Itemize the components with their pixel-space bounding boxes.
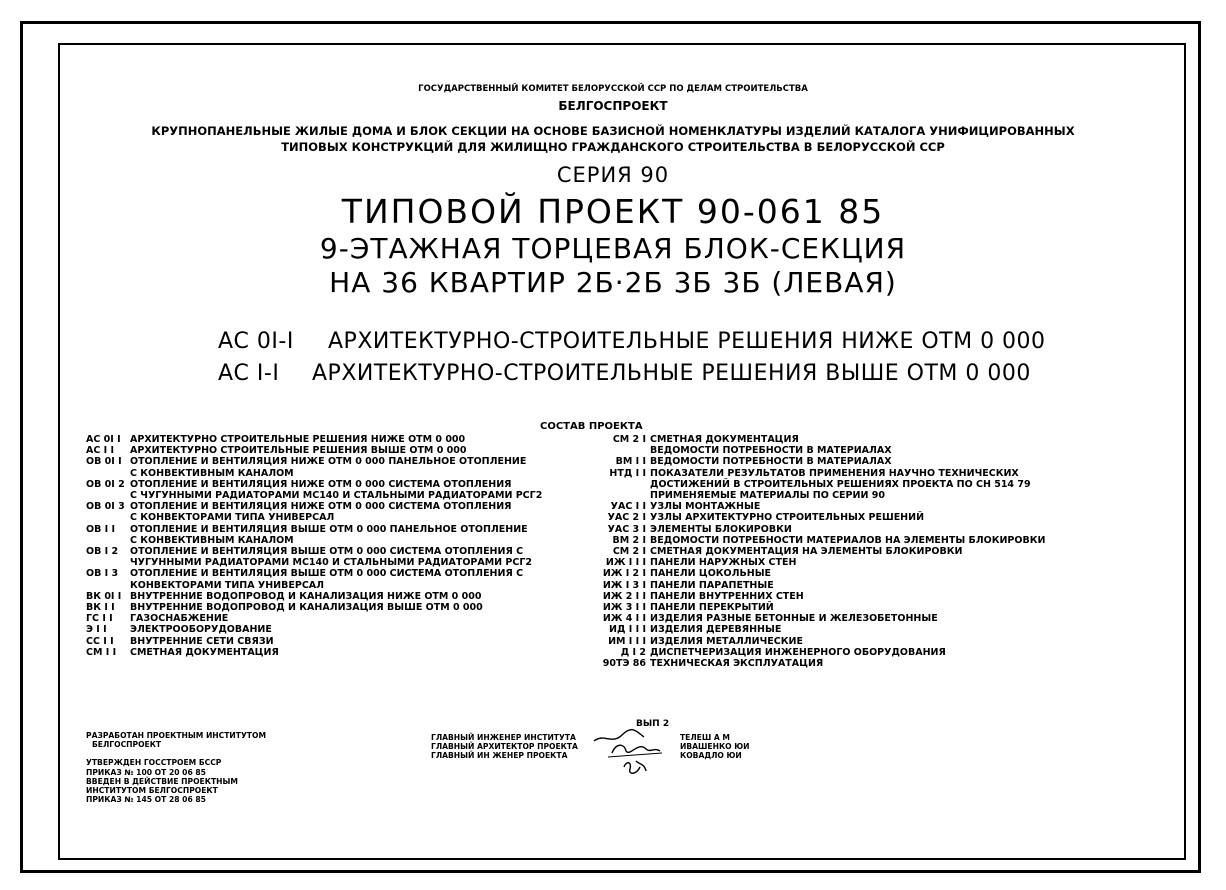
composition-text: ПАНЕЛИ НАРУЖНЫХ СТЕН — [650, 557, 797, 569]
composition-item — [86, 434, 626, 445]
signature-name: ИВАШЕНКО ЮИ — [680, 742, 750, 752]
composition-item — [86, 535, 626, 546]
composition-code: ОВ 0І І — [86, 456, 122, 468]
composition-text: СМЕТНАЯ ДОКУМЕНТАЦИЯ — [130, 646, 279, 658]
composition-code: СМ 2 І — [612, 546, 646, 558]
composition-text: ОТОПЛЕНИЕ И ВЕНТИЛЯЦИЯ ВЫШЕ ОТМ 0 000 СИСТЕМА ОТОПЛЕНИЯ С — [130, 568, 524, 580]
approved-line-1: УТВЕРЖДЕН ГОССТРОЕМ БССР — [86, 758, 222, 768]
description-line-1: КРУПНОПАНЕЛЬНЫЕ ЖИЛЫЕ ДОМА И БЛОК СЕКЦИИ НА ОСНОВЕ БАЗИСНОЙ НОМЕНКЛАТУРЫ ИЗДЕЛИЙ КАТАЛОГА УНИФИЦИРОВАННЫХ — [151, 124, 1075, 138]
composition-item — [86, 512, 626, 523]
composition-item — [576, 546, 1156, 557]
composition-item — [86, 501, 626, 512]
composition-item — [86, 624, 626, 635]
composition-item — [86, 490, 626, 501]
composition-text: ОТОПЛЕНИЕ И ВЕНТИЛЯЦИЯ НИЖЕ ОТМ 0 000 СИСТЕМА ОТОПЛЕНИЯ — [130, 478, 512, 490]
composition-item — [86, 568, 626, 579]
composition-text: ТЕХНИЧЕСКАЯ ЭКСПЛУАТАЦИЯ — [650, 658, 824, 670]
composition-code: ГС І І — [86, 613, 113, 625]
composition-item — [576, 535, 1156, 546]
composition-code: ОВ І 2 — [86, 546, 119, 558]
composition-text: ПАНЕЛИ ВНУТРЕННИХ СТЕН — [650, 590, 804, 602]
enacted-line-2: ИНСТИТУТОМ БЕЛГОСПРОЕКТ — [86, 786, 218, 796]
composition-text: ВЕДОМОСТИ ПОТРЕБНОСТИ В МАТЕРИАЛАХ — [650, 445, 892, 457]
composition-code: ОВ І 3 — [86, 568, 119, 580]
composition-text: ПРИМЕНЯЕМЫЕ МАТЕРИАЛЫ ПО СЕРИИ 90 — [650, 490, 885, 502]
composition-item — [576, 501, 1156, 512]
composition-item — [576, 647, 1156, 658]
composition-item — [576, 636, 1156, 647]
composition-text: ОТОПЛЕНИЕ И ВЕНТИЛЯЦИЯ НИЖЕ ОТМ 0 000 СИСТЕМА ОТОПЛЕНИЯ — [130, 501, 512, 513]
section-code: АС І-І — [218, 361, 280, 386]
composition-item — [86, 546, 626, 557]
composition-code: ИЖ І 2 І — [602, 568, 646, 580]
composition-text: ВНУТРЕННИЕ СЕТИ СВЯЗИ — [130, 635, 274, 647]
composition-code: ОВ 0І 2 — [86, 478, 125, 490]
composition-text: ЭЛЕМЕНТЫ БЛОКИРОВКИ — [650, 523, 792, 535]
signature-name: КОВАДЛО ЮИ — [680, 751, 742, 761]
composition-item — [86, 613, 626, 624]
composition-code: Д І 2 — [620, 646, 646, 658]
composition-text: С КОНВЕКТОРАМИ ТИПА УНИВЕРСАЛ — [130, 512, 335, 524]
composition-text: СМЕТНАЯ ДОКУМЕНТАЦИЯ НА ЭЛЕМЕНТЫ БЛОКИРОВКИ — [650, 546, 963, 558]
subtitle-line-1: 9-ЭТАЖНАЯ ТОРЦЕВАЯ БЛОК-СЕКЦИЯ — [319, 232, 907, 265]
composition-text: С ЧУГУННЫМИ РАДИАТОРАМИ МС140 И СТАЛЬНЫМИ РАДИАТОРАМИ РСГ2 — [130, 490, 543, 502]
composition-code: УАС 2 І — [607, 512, 646, 524]
composition-title: СОСТАВ ПРОЕКТА — [540, 421, 643, 432]
composition-text: ПАНЕЛИ ЦОКОЛЬНЫЕ — [650, 568, 772, 580]
composition-item — [86, 468, 626, 479]
composition-text: ДОСТИЖЕНИЙ В СТРОИТЕЛЬНЫХ РЕШЕНИЯХ ПРОЕКТА ПО СН 514 79 — [650, 478, 1031, 490]
composition-item — [86, 524, 626, 535]
signature-role: ГЛАВНЫЙ АРХИТЕКТОР ПРОЕКТА — [431, 742, 578, 752]
composition-item — [576, 658, 1156, 669]
composition-code: СС І І — [86, 635, 114, 647]
composition-code: ИЖ 3 І І — [602, 602, 646, 614]
series-title: СЕРИЯ 90 — [556, 163, 670, 187]
composition-code: ВК 0І І — [86, 590, 122, 602]
composition-text: ДИСПЕТЧЕРИЗАЦИЯ ИНЖЕНЕРНОГО ОБОРУДОВАНИЯ — [650, 646, 946, 658]
composition-code: ИД І І І — [609, 624, 646, 636]
composition-text: С КОНВЕКТИВНЫМ КАНАЛОМ — [130, 467, 294, 479]
composition-item — [86, 647, 626, 658]
composition-item — [576, 524, 1156, 535]
signature-role: ГЛАВНЫЙ ИНЖЕНЕР ИНСТИТУТА — [431, 733, 576, 742]
composition-code: ОВ 0І 3 — [86, 501, 125, 513]
composition-item — [86, 636, 626, 647]
composition-code: ИЖ І 3 І — [602, 579, 646, 591]
composition-item — [86, 580, 626, 591]
composition-text: АРХИТЕКТУРНО СТРОИТЕЛЬНЫЕ РЕШЕНИЯ НИЖЕ ОТМ 0 000 — [130, 434, 466, 445]
composition-code: ВК І І — [86, 602, 115, 614]
composition-item — [576, 468, 1156, 479]
section-code: АС 0І-І — [218, 329, 294, 354]
composition-item — [86, 479, 626, 490]
composition-item — [576, 568, 1156, 579]
composition-text: ПАНЕЛИ ПАРАПЕТНЫЕ — [650, 579, 774, 591]
composition-text: ИЗДЕЛИЯ МЕТАЛЛИЧЕСКИЕ — [650, 635, 803, 647]
composition-text: ЭЛЕКТРООБОРУДОВАНИЕ — [130, 624, 272, 636]
approved-line-2: ПРИКАЗ № 100 ОТ 20 06 85 — [86, 767, 206, 777]
composition-text: ОТОПЛЕНИЕ И ВЕНТИЛЯЦИЯ ВЫШЕ ОТМ 0 000 ПАНЕЛЬНОЕ ОТОПЛЕНИЕ — [130, 523, 528, 535]
composition-code: ВМ І І — [615, 456, 646, 468]
organization-name: БЕЛГОСПРОЕКТ — [558, 99, 668, 113]
developed-line-2: БЕЛГОСПРОЕКТ — [92, 740, 162, 750]
composition-text: С КОНВЕКТИВНЫМ КАНАЛОМ — [130, 534, 294, 546]
composition-item — [576, 591, 1156, 602]
committee-line: ГОСУДАРСТВЕННЫЙ КОМИТЕТ БЕЛОРУССКОЙ ССР ПО ДЕЛАМ СТРОИТЕЛЬСТВА — [418, 84, 808, 94]
composition-code: ОВ І І — [86, 523, 116, 535]
composition-text: ИЗДЕЛИЯ РАЗНЫЕ БЕТОННЫЕ И ЖЕЛЕЗОБЕТОННЫЕ — [650, 613, 938, 625]
composition-item — [576, 445, 1156, 456]
composition-text: ПАНЕЛИ ПЕРЕКРЫТИЙ — [650, 602, 774, 614]
composition-code: ИЖ 4 І І — [602, 613, 646, 625]
composition-code: АС І І — [86, 445, 115, 457]
composition-item — [576, 613, 1156, 624]
developed-line-1: РАЗРАБОТАН ПРОЕКТНЫМ ИНСТИТУТОМ — [86, 731, 266, 740]
composition-item — [576, 456, 1156, 467]
composition-text: ЧУГУННЫМИ РАДИАТОРАМИ МС140 И СТАЛЬНЫМИ РАДИАТОРАМИ РСГ2 — [130, 557, 533, 569]
composition-text: ВНУТРЕННИЕ ВОДОПРОВОД И КАНАЛИЗАЦИЯ НИЖЕ ОТМ 0 000 — [130, 590, 482, 602]
composition-code: АС 0І І — [86, 434, 121, 445]
signature-name: ТЕЛЕШ А М — [680, 733, 730, 742]
composition-code: НТД І І — [609, 467, 646, 479]
project-title: ТИПОВОЙ ПРОЕКТ 90-061 85 — [341, 192, 885, 231]
composition-item — [86, 602, 626, 613]
signature-names — [680, 733, 750, 761]
section-title: АРХИТЕКТУРНО-СТРОИТЕЛЬНЫЕ РЕШЕНИЯ ВЫШЕ ОТМ 0 000 — [312, 361, 1031, 386]
composition-text: ВНУТРЕННИЕ ВОДОПРОВОД И КАНАЛИЗАЦИЯ ВЫШЕ ОТМ 0 000 — [130, 602, 483, 614]
section-as1 — [218, 361, 1031, 386]
composition-code: ИЖ І І І — [605, 557, 646, 569]
composition-text: АРХИТЕКТУРНО СТРОИТЕЛЬНЫЕ РЕШЕНИЯ ВЫШЕ ОТМ 0 000 — [130, 445, 467, 457]
composition-item — [576, 434, 1156, 445]
issue-label: ВЫП 2 — [636, 719, 670, 729]
composition-text: ВЕДОМОСТИ ПОТРЕБНОСТИ В МАТЕРИАЛАХ — [650, 456, 892, 468]
composition-item — [576, 557, 1156, 568]
description-line-2: ТИПОВЫХ КОНСТРУКЦИЙ ДЛЯ ЖИЛИЩНО ГРАЖДАНСКОГО СТРОИТЕЛЬСТВА В БЕЛОРУССКОЙ ССР — [281, 140, 945, 154]
section-title: АРХИТЕКТУРНО-СТРОИТЕЛЬНЫЕ РЕШЕНИЯ НИЖЕ ОТМ 0 000 — [328, 329, 1046, 354]
composition-text: УЗЛЫ МОНТАЖНЫЕ — [650, 501, 761, 513]
signature-roles — [431, 733, 578, 761]
composition-code: СМ 2 І — [612, 434, 646, 445]
composition-item — [576, 602, 1156, 613]
composition-text: УЗЛЫ АРХИТЕКТУРНО СТРОИТЕЛЬНЫХ РЕШЕНИЙ — [650, 512, 925, 524]
composition-text: ИЗДЕЛИЯ ДЕРЕВЯННЫЕ — [650, 624, 782, 636]
composition-item — [576, 624, 1156, 635]
signature-role: ГЛАВНЫЙ ИН ЖЕНЕР ПРОЕКТА — [431, 751, 568, 761]
composition-code: ИЖ 2 І І — [602, 590, 646, 602]
composition-text: ВЕДОМОСТИ ПОТРЕБНОСТИ МАТЕРИАЛОВ НА ЭЛЕМЕНТЫ БЛОКИРОВКИ — [650, 534, 1046, 546]
composition-text: ОТОПЛЕНИЕ И ВЕНТИЛЯЦИЯ НИЖЕ ОТМ 0 000 ПАНЕЛЬНОЕ ОТОПЛЕНИЕ — [130, 456, 527, 468]
handwritten-signatures — [590, 727, 676, 783]
composition-code: Э І І — [86, 624, 107, 636]
section-as01 — [218, 329, 1046, 354]
composition-text: ГАЗОСНАБЖЕНИЕ — [130, 613, 229, 625]
enacted-line-1: ВВЕДЕН В ДЕЙСТВИЕ ПРОЕКТНЫМ — [86, 776, 238, 786]
composition-item — [576, 490, 1156, 501]
composition-text: ОТОПЛЕНИЕ И ВЕНТИЛЯЦИЯ ВЫШЕ ОТМ 0 000 СИСТЕМА ОТОПЛЕНИЯ С — [130, 546, 524, 558]
composition-code: ВМ 2 І — [612, 534, 646, 546]
composition-item — [576, 512, 1156, 523]
subtitle-line-2: НА 36 КВАРТИР 2Б·2Б 3Б 3Б (ЛЕВАЯ) — [329, 266, 897, 299]
composition-item — [86, 591, 626, 602]
composition-text: ПОКАЗАТЕЛИ РЕЗУЛЬТАТОВ ПРИМЕНЕНИЯ НАУЧНО ТЕХНИЧЕСКИХ — [650, 467, 1019, 479]
composition-item — [576, 580, 1156, 591]
composition-right-list — [576, 434, 1156, 669]
composition-text: СМЕТНАЯ ДОКУМЕНТАЦИЯ — [650, 434, 799, 445]
composition-item — [86, 445, 626, 456]
composition-text: КОНВЕКТОРАМИ ТИПА УНИВЕРСАЛ — [130, 579, 325, 591]
composition-left-list — [86, 434, 626, 658]
composition-code: УАС І І — [610, 501, 646, 513]
approval-block — [86, 731, 266, 804]
composition-item — [86, 557, 626, 568]
composition-code: ИМ І І І — [608, 635, 646, 647]
composition-item — [576, 479, 1156, 490]
composition-code: 90ТЭ 86 — [602, 658, 646, 670]
composition-code: СМ І І — [86, 646, 117, 658]
enacted-line-3: ПРИКАЗ № 145 ОТ 28 06 85 — [86, 795, 206, 805]
composition-code: УАС 3 І — [607, 523, 646, 535]
composition-item — [86, 456, 626, 467]
